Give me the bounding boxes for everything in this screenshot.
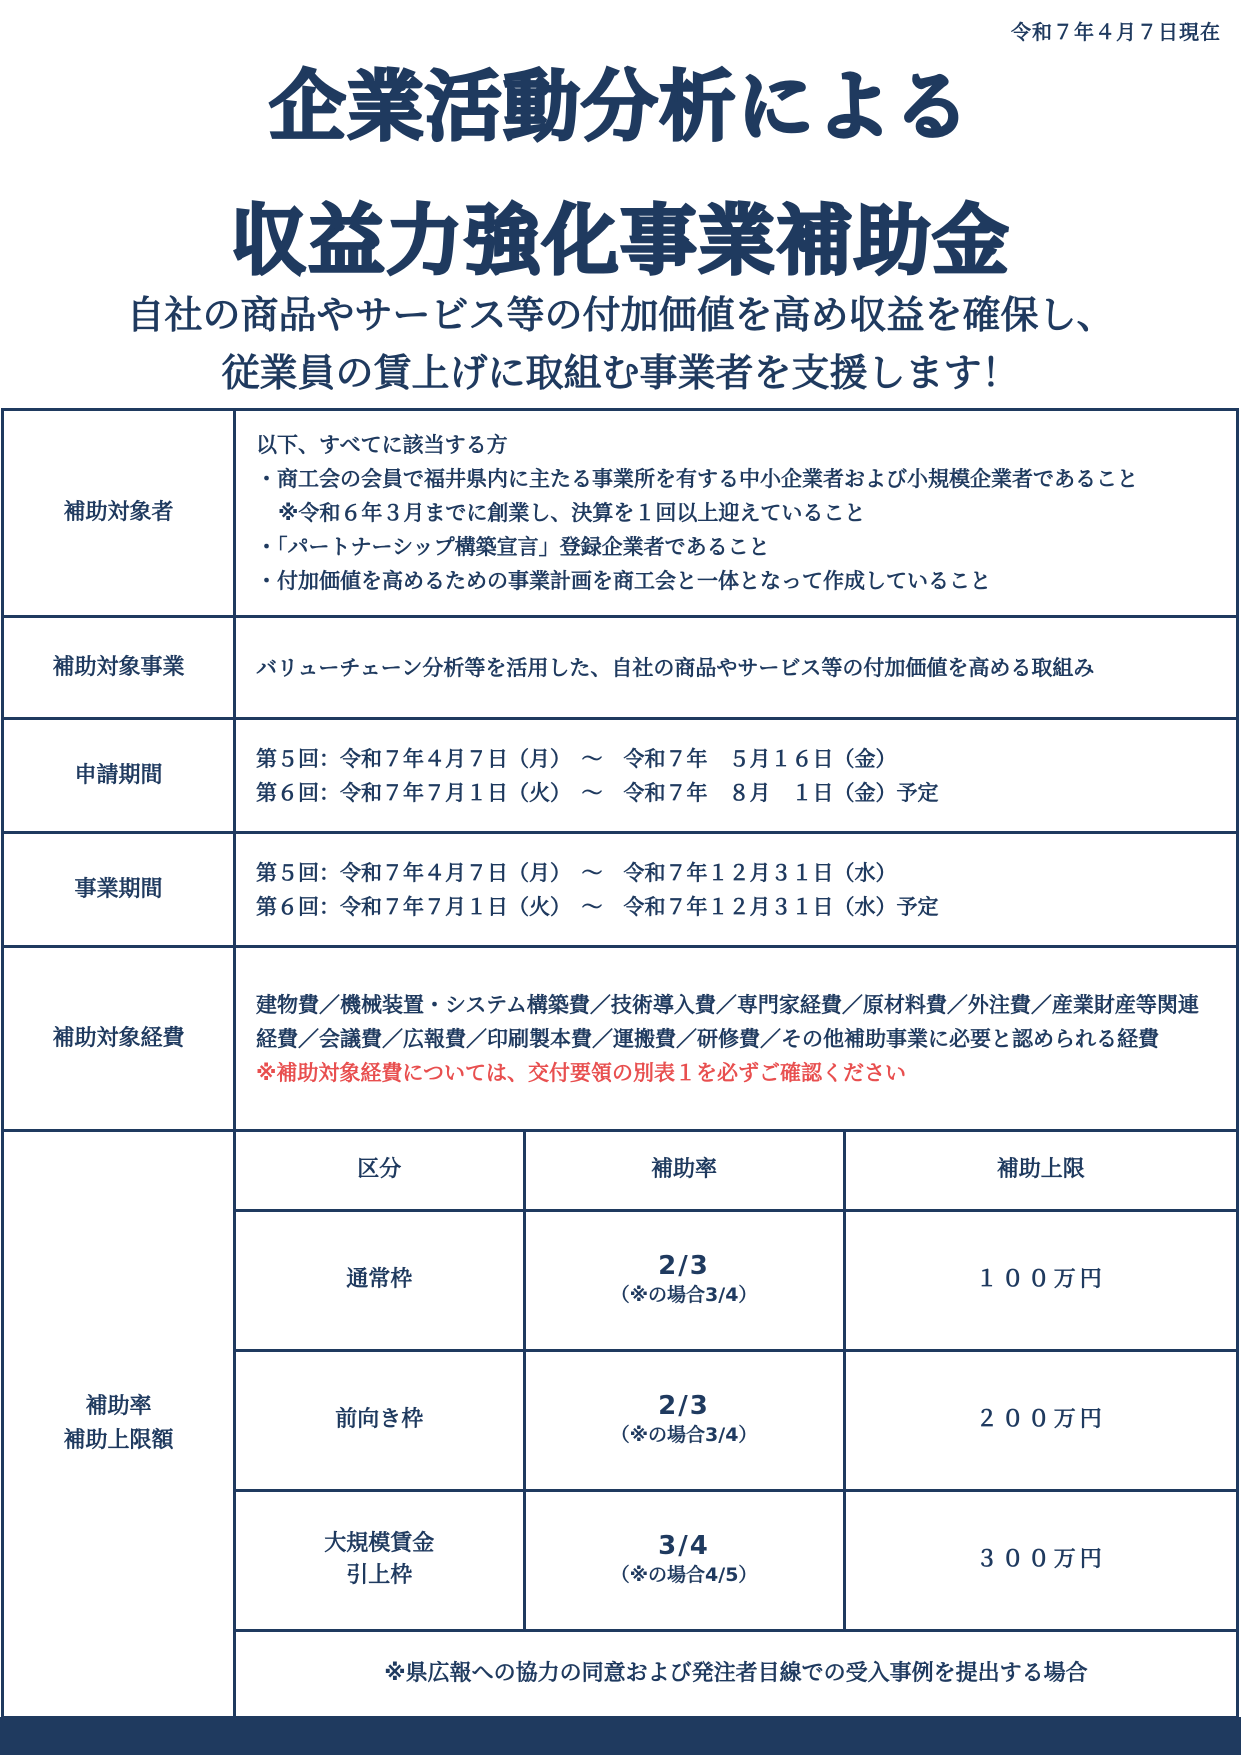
row-label: 事業期間 <box>3 833 235 947</box>
subtitle <box>0 286 1241 402</box>
category-cell <box>236 1490 524 1630</box>
rate-content <box>235 1131 1238 1718</box>
rate-table-row <box>236 1350 1236 1490</box>
row-content <box>235 719 1238 833</box>
rate-table-header <box>236 1132 1236 1210</box>
row-project-period <box>3 833 1238 947</box>
rate-table-row <box>236 1210 1236 1350</box>
limit-cell: １００万円 <box>844 1210 1236 1350</box>
eligible-condition: ・「パートナーシップ構築宣言」登録企業者であること <box>256 535 770 559</box>
category-cell: 通常枠 <box>236 1210 524 1350</box>
rate-table-footnote-row <box>236 1630 1236 1716</box>
period-round-5: 第５回：令和７年４月７日（月） ～ 令和７年 ５月１６日（金） <box>256 746 897 771</box>
expense-list: 建物費／機械装置・システム構築費／技術導入費／専門家経費／原材料費／外注費／産業財産等関連経費／会議費／広報費／印刷製本費／運搬費／研修費／その他補助事業に必要と認められる経費 <box>256 992 1199 1051</box>
category-cell: 前向き枠 <box>236 1350 524 1490</box>
row-eligible-business <box>3 617 1238 719</box>
subsidy-info-table <box>1 408 1239 1719</box>
page-title-line1: 企業活動分析による <box>269 62 972 151</box>
rate-value: 3/4 <box>658 1531 710 1561</box>
rate-note: （※の場合3/4） <box>610 1284 758 1306</box>
row-label: 補助対象者 <box>3 410 235 617</box>
limit-cell: ３００万円 <box>844 1490 1236 1630</box>
rate-label-line1: 補助率 <box>85 1394 152 1419</box>
row-content <box>235 947 1238 1131</box>
row-label: 申請期間 <box>3 719 235 833</box>
rate-table-row <box>236 1490 1236 1630</box>
header-rate: 補助率 <box>524 1132 844 1210</box>
row-label: 補助対象事業 <box>3 617 235 719</box>
rate-cell <box>524 1210 844 1350</box>
row-content: バリューチェーン分析等を活用した、自社の商品やサービス等の付加価値を高める取組み <box>235 617 1238 719</box>
as-of-date: 令和７年４月７日現在 <box>1011 20 1221 44</box>
page-title-line2: 収益力強化事業補助金 <box>230 196 1011 285</box>
rate-table <box>236 1132 1236 1716</box>
eligible-condition: ・付加価値を高めるための事業計画を商工会と一体となって作成していること <box>256 569 991 593</box>
row-content <box>235 833 1238 947</box>
row-label: 補助対象経費 <box>3 947 235 1131</box>
row-subsidy-rate <box>3 1131 1238 1718</box>
category-line1: 大規模賃金 <box>324 1531 435 1556</box>
rate-cell <box>524 1350 844 1490</box>
row-application-period <box>3 719 1238 833</box>
period-round-5: 第５回：令和７年４月７日（月） ～ 令和７年１２月３１日（水） <box>256 860 897 885</box>
row-content <box>235 410 1238 617</box>
subtitle-line2: 従業員の賃上げに取組む事業者を支援します！ <box>221 351 1020 395</box>
footer-bar <box>0 1717 1241 1755</box>
row-label <box>3 1131 235 1718</box>
rate-value: 2/3 <box>658 1251 710 1281</box>
category-line2: 引上枠 <box>346 1563 413 1588</box>
row-eligible-expenses <box>3 947 1238 1131</box>
header-limit: 補助上限 <box>844 1132 1236 1210</box>
rate-note: （※の場合3/4） <box>610 1424 758 1446</box>
rate-cell <box>524 1490 844 1630</box>
rate-label-line2: 補助上限額 <box>63 1428 174 1453</box>
rate-value: 2/3 <box>658 1391 710 1421</box>
header-category: 区分 <box>236 1132 524 1210</box>
row-eligible-applicants <box>3 410 1238 617</box>
eligible-note: ※令和６年３月までに創業し、決算を１回以上迎えていること <box>278 501 866 525</box>
rate-note: （※の場合4/5） <box>610 1564 758 1586</box>
period-round-6: 第６回：令和７年７月１日（火） ～ 令和７年１２月３１日（水）予定 <box>256 894 939 919</box>
eligible-intro: 以下、すべてに該当する方 <box>256 433 508 457</box>
expense-warning-note: ※補助対象経費については、交付要領の別表１を必ずご確認ください <box>256 1060 906 1085</box>
rate-footnote: ※県広報への協力の同意および発注者目線での受入事例を提出する場合 <box>236 1630 1236 1716</box>
limit-cell: ２００万円 <box>844 1350 1236 1490</box>
eligible-condition: ・商工会の会員で福井県内に主たる事業所を有する中小企業者および小規模企業者であること <box>256 467 1138 491</box>
period-round-6: 第６回：令和７年７月１日（火） ～ 令和７年 ８月 １日（金）予定 <box>256 780 939 805</box>
subtitle-line1: 自社の商品やサービス等の付加価値を高め収益を確保し、 <box>126 293 1115 337</box>
